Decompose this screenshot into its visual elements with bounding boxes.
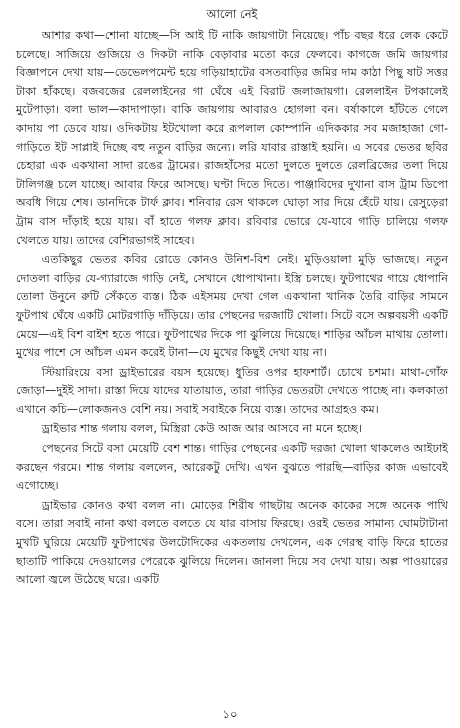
- paragraph: এতকিছুর ভেতর কবির রোডে কোনও উনিশ-বিশ নেই। মুড়িওয়ালা মুড়ি ভাজছে। নতুন দোতলা বাড়ির যে-গ্যারাজে গাড়ি নেই, সেখানে ধোপাখানা। ইস্ত্রি চলছে। ফুটপাথের গায়ে ধোপানি তোলা উনুনে রুটি সেঁকতে ব্যস্ত। ঠিক এইসময় দেখা গেল একখানা খানিক তৈরি বাড়ির সামনে ফুটপাথ ঘেঁষে একটি মোটরগাড়ি দাঁড়িয়ে। তার পেছনের দরজাটি খোলা। সিটে বসে অল্পবয়সী একটি মেয়ে—এই বিশ বাইশ হতে পারে। ফুটপাথের দিকে পা ঝুলিয়ে দিয়েছে। শাড়ির আঁচল মাথায় তোলা। মুখের পাশে সে আঁচল এমন করেই টানা—যে মুখের কিছুই দেখা যায় না।: [16, 253, 448, 360]
- paragraph: পেছনের সিটে বসা মেয়েটি বেশ শান্ত। গাড়ির পেছনের একটি দরজা খোলা থাকলেও আইঢাই করছেন গরমে। শান্ত গলায় বললেন, আরেকটু দেখি। এখন বুঝতে পারছি—বাড়ির কাজ এভাবেই এগোচ্ছে।: [16, 442, 448, 493]
- running-head: আলো নেই: [206, 7, 258, 21]
- page-number: ১০: [222, 707, 238, 721]
- paragraph: ড্রাইভার শান্ত গলায় বলল, মিস্ত্রিরা কেউ আজ আর আসবে না মনে হচ্ছে।: [41, 422, 362, 436]
- paragraph: ড্রাইভার কোনও কথা বলল না। মোড়ের শিরীষ গাছটায় অনেক কাকের সঙ্গে অনেক পাখি বসে। তারা সবাই নানা কথা বলতে বলতে যে যার বাসায় ফিরছে। ওরই ভেতর সামান্য ঘোমটাটানা মুখটি ঘুরিয়ে মেয়েটি ফুটপাথের উলটোদিকের একতলায় দেখলেন, এক গেরস্থ বাড়ি ফিরে হাতের ছাতাটি পাকিয়ে দেওয়ালের পেরেকে ঝুলিয়ে দিলেন। জানলা দিয়ে সব দেখা যায়। অল্প পাওয়ারের আলো জ্বলে উঠেছে ঘরে। একটি: [16, 498, 448, 587]
- paragraph: আশার কথা—শোনা যাচ্ছে—সি আই টি নাকি জায়গাটা নিয়েছে। পাঁচ বছর ধরে লেক কেটে চলেছে। সাজিয়ে গুজিয়ে ও দিকটা নাকি বেড়াবার মতো করে ফেলবে। কাগজে জমি জায়গার বিজ্ঞাপনে দেখা যায়—ডেভেলপমেন্ট হয়ে গড়িয়াহাটের বসতবাড়ির জমির দাম কাঠা পিছু ষাট সত্তর টাকা হাঁকছে। বজবজের রেললাইনের গা ঘেঁষে এই বিরাট জলাজায়গা। রেললাইন টপকালেই মুটেপাড়া। বলা ভাল—কাদাপাড়া। বাকি জায়গায় আবারও হোগলা বন। বর্ষাকালে হাঁটতে গেলে কাদায় পা ডেবে যায়। ওদিকটায় ইটখোলা করে রূপলাল কোম্পানি এদিককার সব মজাহাজা গো-গাড়িতে ইট সাপ্লাই দিচ্ছে বহু নতুন বাড়ির জন্যে। লরি যাবার রাস্তাই হয়নি। এ সবের ভেতর ছবির চেহারা এক একখানা সাদা রঙের ট্রামের। রাজহাঁসের মতো দুলতে দুলতে রেলব্রিজের তলা দিয়ে টালিগঞ্জ চলে যাচ্ছে। আবার ফিরে আসছে। ঘণ্টা দিতে দিতে। পাঞ্জাবিদের দুখানা বাস ট্রাম ডিপো অবধি গিয়ে শেষ। ডানদিকে টার্ফ ক্লাব। শনিবার রেস থাকলে ঘোড়া সার দিয়ে হেঁটে যায়। রেসুড়েরা ট্রাম বাস দাঁড়াই হয়ে যায়। বাঁ হাতে গলফ ক্লাব। রবিবার ভোরে যে-যাবে গাড়ি চালিয়ে গলফ খেলতে যায়। তাদের বেশিরভাগই সাহেব।: [16, 29, 448, 247]
- paragraph: স্টিয়ারিংয়ে বসা ড্রাইভারের বয়স হয়েছে। ধুতির ওপর হাফশার্ট। চোখে চশমা। মাথা-গোঁফ জোড়া—দুইই সাদা। রাস্তা দিয়ে যাদের যাতায়াত, তারা গাড়ির ভেতরটা দেখতে পাচ্ছে না। কলকাতা এখানে কচি—লোকজনও বেশি নয়। সবাই সবাইকে নিয়ে ব্যস্ত। তাদের আগ্রহও কম।: [16, 365, 448, 416]
